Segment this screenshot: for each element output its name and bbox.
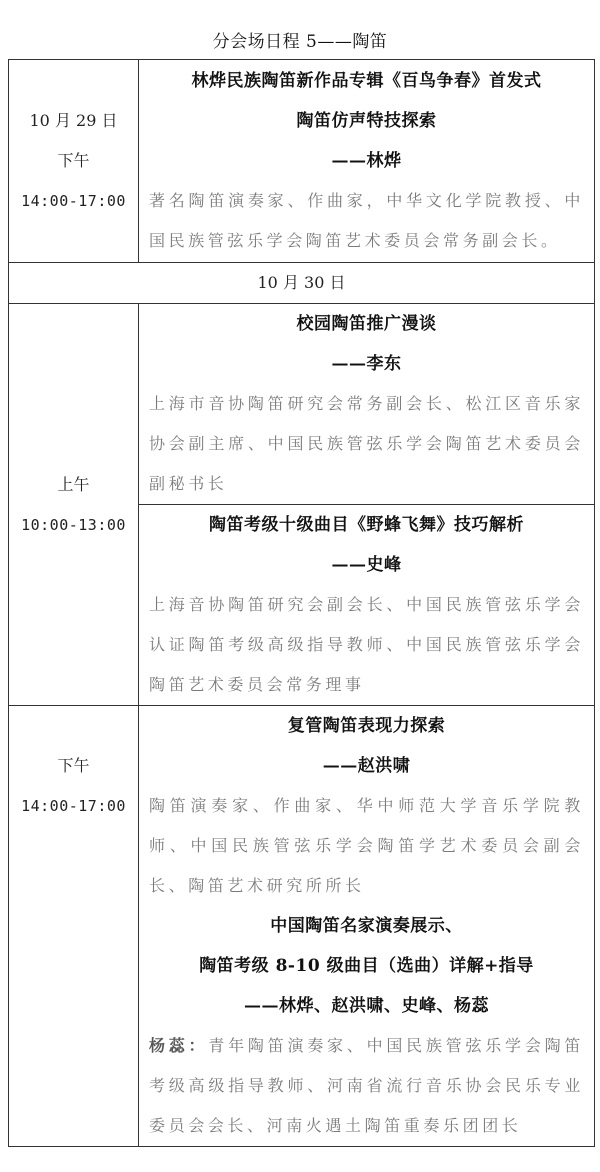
spacer (9, 706, 138, 746)
time-range: 14:00-17:00 (21, 192, 126, 210)
time-range: 14:00-17:00 (21, 797, 126, 815)
bio-name-label: 杨蕊： (149, 1036, 209, 1055)
time-cell-morning (9, 304, 139, 706)
speaker-bio: 上海音协陶笛研究会副会长、中国民族管弦乐学会认证陶笛考级高级指导教师、中国民族管弦乐学会陶笛艺术委员会常务理事 (149, 595, 584, 694)
speaker-bio: 陶笛演奏家、作曲家、华中师范大学音乐学院教师、中国民族管弦乐学会陶笛学艺术委员会副会长、陶笛艺术研究所所长 (149, 796, 584, 895)
date-header-row (9, 263, 595, 304)
speaker-name: ——李东 (331, 354, 402, 374)
schedule-row-oct29 (9, 60, 595, 263)
bio-text: 青年陶笛演奏家、中国民族管弦乐学会陶笛考级高级指导教师、河南省流行音乐协会民乐专业委员会会长、河南火遇土陶笛重奏乐团团长 (149, 1036, 584, 1135)
session-subtopic: 陶笛仿声特技探索 (296, 111, 437, 131)
time-cell-oct29 (9, 60, 139, 263)
period-label: 下午 (57, 151, 90, 170)
session-topic: 中国陶笛名家演奏展示、 (270, 916, 463, 936)
speaker-name: ——赵洪啸 (322, 756, 411, 776)
session-topic: 复管陶笛表现力探索 (287, 716, 446, 736)
page-title: 分会场日程 5——陶笛 (212, 32, 388, 52)
speaker-name: ——林烨 (331, 151, 402, 171)
schedule-row-afternoon (9, 706, 595, 1147)
period-label: 下午 (57, 756, 90, 775)
period-label: 上午 (57, 474, 90, 494)
session-topic: 陶笛考级十级曲目《野蜂飞舞》技巧解析 (209, 515, 524, 535)
detail-cell-morning (139, 304, 595, 706)
detail-cell-oct29 (139, 60, 595, 263)
speaker-name: ——史峰 (331, 555, 402, 575)
session-subtopic: 陶笛考级 8-10 级曲目（选曲）详解+指导 (199, 956, 534, 976)
speaker-bio: 上海市音协陶笛研究会常务副会长、松江区音乐家协会副主席、中国民族管弦乐学会陶笛艺术委员会副秘书长 (149, 394, 584, 493)
time-range: 10:00-13:00 (21, 515, 126, 534)
session-topic: 校园陶笛推广漫谈 (296, 314, 437, 334)
schedule-row-morning (9, 304, 595, 706)
time-cell-afternoon (9, 706, 139, 1147)
date-label: 10 月 29 日 (29, 111, 118, 130)
date-header-oct30: 10 月 30 日 (9, 263, 595, 304)
session-topic: 林烨民族陶笛新作品专辑《百鸟争春》首发式 (191, 71, 542, 91)
detail-cell-afternoon (139, 706, 595, 1147)
speaker-bio (149, 1026, 584, 1146)
schedule-table (8, 59, 595, 1147)
speaker-bio: 著名陶笛演奏家、作曲家，中华文化学院教授、中国民族管弦乐学会陶笛艺术委员会常务副会长。 (149, 191, 584, 250)
speaker-names: ——林烨、赵洪啸、史峰、杨蕊 (244, 996, 489, 1016)
